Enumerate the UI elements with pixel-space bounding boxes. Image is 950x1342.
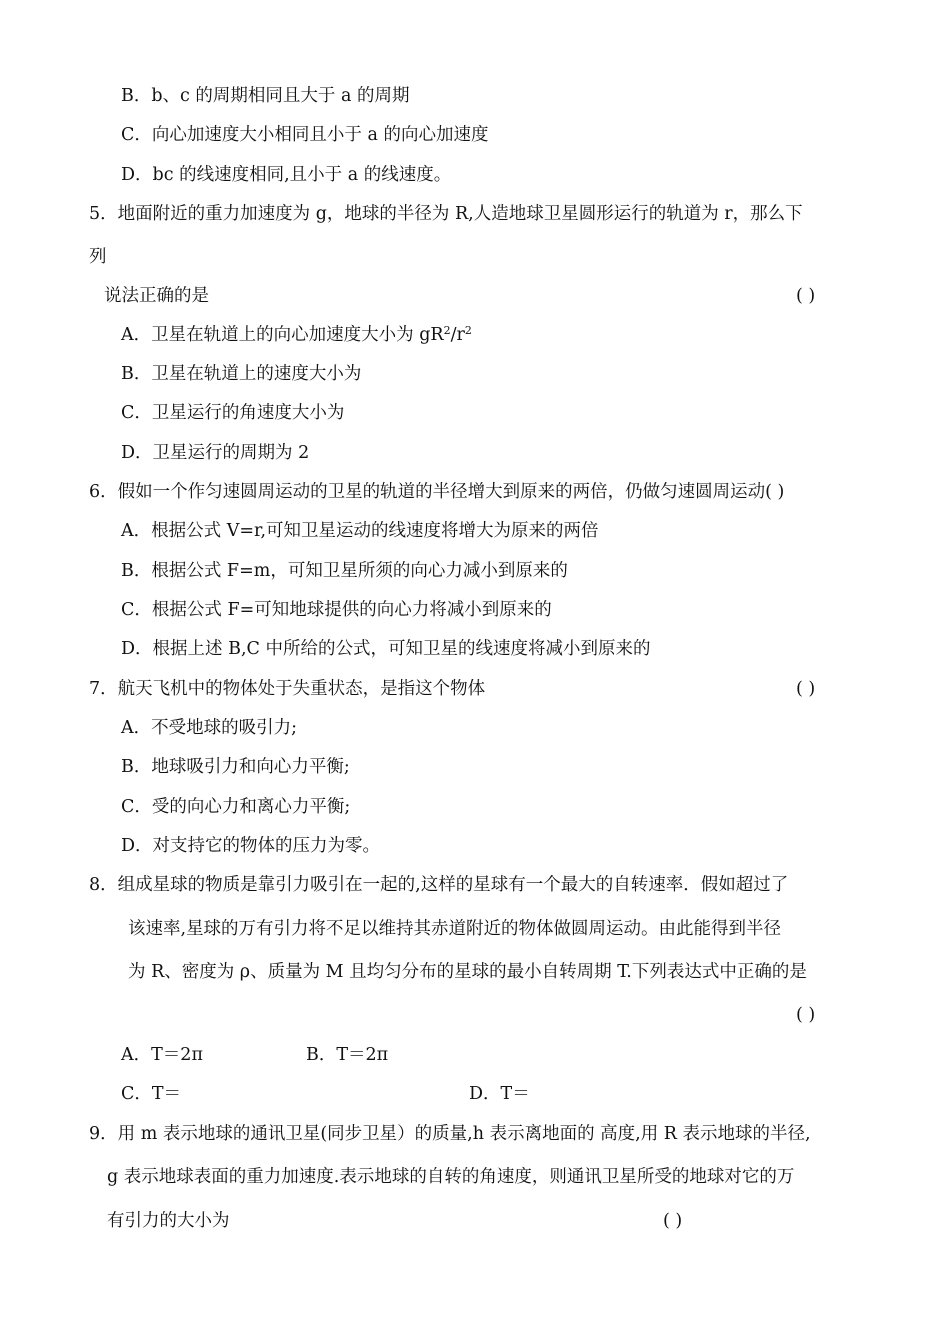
q8-option-c: C．T＝ <box>121 1084 182 1104</box>
q8-answer-paren: ( ) <box>796 1005 816 1025</box>
q5-stem-line2: 列 <box>89 247 107 267</box>
q7-option-b: B．地球吸引力和向心力平衡; <box>121 757 350 777</box>
q5-answer-paren: ( ) <box>796 286 816 306</box>
q5-option-a-prefix: A．卫星在轨道上的向心加速度大小为 gR <box>121 325 444 345</box>
q7-option-c: C．受的向心力和离心力平衡; <box>121 797 351 817</box>
q5-option-a-sup2: 2 <box>464 324 472 337</box>
q5-option-d: D．卫星运行的周期为 2 <box>121 443 310 463</box>
q5-option-b: B．卫星在轨道上的速度大小为 <box>121 364 362 384</box>
q5-stem-line3: 说法正确的是 <box>104 286 209 306</box>
q9-stem-line1: 9．用 m 表示地球的通讯卫星(同步卫星）的质量,h 表示离地面的 高度,用 R 表示地球的半径, <box>89 1124 811 1144</box>
q8-option-a: A．T＝2π <box>121 1045 203 1065</box>
q6-option-c: C．根据公式 F=可知地球提供的向心力将减小到原来的 <box>121 600 552 620</box>
q5-option-a-sup1: 2 <box>443 324 451 337</box>
q4-option-c: C．向心加速度大小相同且小于 a 的向心加速度 <box>121 125 489 145</box>
q9-stem-line2: g 表示地球表面的重力加速度.表示地球的自转的角速度，则通讯卫星所受的地球对它的万 <box>107 1167 795 1187</box>
q5-option-c: C．卫星运行的角速度大小为 <box>121 403 345 423</box>
q7-option-d: D．对支持它的物体的压力为零。 <box>121 836 381 856</box>
q5-stem-line1: 5．地面附近的重力加速度为 g，地球的半径为 R,人造地球卫星圆形运行的轨道为 r，那么下 <box>89 204 803 224</box>
q5-option-a <box>121 324 472 346</box>
q4-option-b: B．b、c 的周期相同且大于 a 的周期 <box>121 86 410 106</box>
q7-option-a: A．不受地球的吸引力; <box>121 718 298 738</box>
q8-option-b: B．T＝2π <box>306 1045 389 1065</box>
q7-answer-paren: ( ) <box>796 679 816 699</box>
q7-stem: 7．航天飞机中的物体处于失重状态，是指这个物体 <box>89 679 486 699</box>
q6-option-b: B．根据公式 F=m，可知卫星所须的向心力减小到原来的 <box>121 561 568 581</box>
q8-stem-line2: 该速率,星球的万有引力将不足以维持其赤道附近的物体做圆周运动。由此能得到半径 <box>128 919 782 939</box>
q6-stem: 6．假如一个作匀速圆周运动的卫星的轨道的半径增大到原来的两倍，仍做匀速圆周运动( ) <box>89 482 785 502</box>
q5-option-a-mid: /r <box>450 325 465 345</box>
q6-option-d: D．根据上述 B,C 中所给的公式，可知卫星的线速度将减小到原来的 <box>121 639 651 659</box>
q9-answer-paren: ( ) <box>663 1211 683 1231</box>
q4-option-d: D．bc 的线速度相同,且小于 a 的线速度。 <box>121 165 452 185</box>
q6-option-a: A．根据公式 V=r,可知卫星运动的线速度将增大为原来的两倍 <box>121 521 599 541</box>
q9-stem-line3: 有引力的大小为 <box>107 1211 230 1231</box>
q8-option-d: D．T＝ <box>469 1084 530 1104</box>
q8-stem-line3: 为 R、密度为 ρ、质量为 M 且均匀分布的星球的最小自转周期 T.下列表达式中正确的是 <box>128 962 807 982</box>
q8-stem-line1: 8．组成星球的物质是靠引力吸引在一起的,这样的星球有一个最大的自转速率．假如超过了 <box>89 875 789 895</box>
